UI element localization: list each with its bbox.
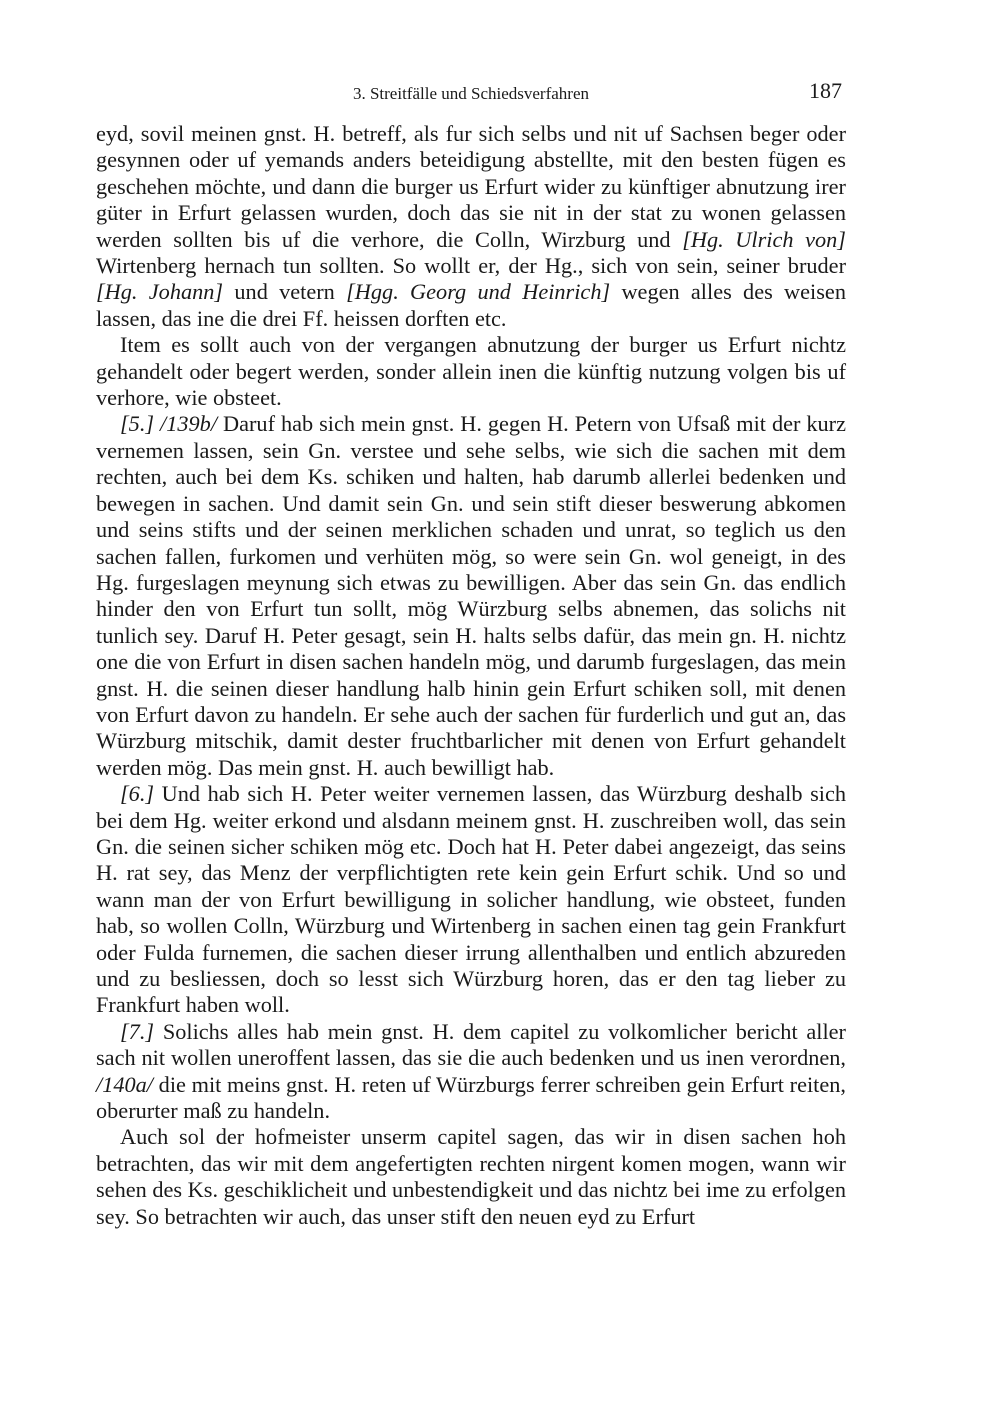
paragraph: [96, 1124, 846, 1230]
body-text: [96, 121, 846, 1230]
running-head: [96, 78, 846, 108]
text-segment: Daruf hab sich mein gnst. H. gegen H. Petern von Ufsaß mit der kurz vernemen lassen, sein Gn. verstee und sehe selbs, wie sich die sachen mit dem rechten, auch bei dem Ks. schiken und halten, hab darumb allerlei bedenken und bewegen in sachen. Und damit sein Gn. und sein stift dieser beswerung abkomen und seins stifts und der seinen merklichen schaden und unrat, so teglich us den sachen fallen, furkomen und verhüten mög, so were sein Gn. wol geneigt, in des Hg. furgeslagen meynung sich etwas zu bewilligen. Aber das sein Gn. das endlich hinder den von Erfurt tun sollt, mög Würzburg selbs abnemen, das solichs nit tunlich sey. Daruf H. Peter gesagt, sein H. halts selbs dafür, das mein gn. H. nichtz one die von Erfurt in disen sachen handeln mög, und darumb furgeslagen, das mein gnst. H. die seinen dieser handlung halb hinin gein Erfurt schiken soll, mit denen von Erfurt davon zu handeln. Er sehe auch der sachen für furderlich und gut an, das Würzburg mitschik, damit dester fruchtbarlicher mit denen von Erfurt gehandelt werden mög. Das mein gnst. H. auch bewilligt hab.: [96, 411, 846, 780]
paragraph: [96, 332, 846, 411]
paragraph: [96, 1019, 846, 1125]
paragraph: [96, 411, 846, 781]
paragraph: [96, 121, 846, 332]
text-segment: Wirtenberg hernach tun sollten. So wollt er, der Hg., sich von sein, seiner bruder: [96, 253, 846, 279]
section-marker: [7.]: [120, 1018, 155, 1044]
text-segment: und vetern: [223, 279, 347, 305]
running-title: 3. Streitfälle und Schiedsverfahren: [352, 84, 590, 103]
editorial-insertion: [Hgg. Georg und Heinrich]: [346, 279, 611, 305]
section-marker: [5.] /139b/: [120, 411, 218, 437]
text-segment: eyd, sovil meinen gnst. H. betreff, als fur sich selbs und nit uf Sachsen beger oder gesynnen oder uf yemands anders beteidigung abstellte, mit den besten fügen es geschehen möchte, und dann die burger us Erfurt wider zu künftiger abnutzung irer güter in Erfurt gelassen wurden, doch das sie nit in der stat zu wonen gelassen werden sollten bis uf die verhore, die Colln, Wirzburg und: [96, 121, 846, 252]
document-page: [96, 78, 846, 1230]
text-segment: Und hab sich H. Peter weiter vernemen lassen, das Würzburg deshalb sich bei dem Hg. weiter erkond und alsdann meinem gnst. H. zuschreiben woll, das sein Gn. die seinen sicher schiken mög etc. Doch hat H. Peter dabei angezeigt, das seins H. rat sey, das Menz der verpflichtigten rete kein gein Erfurt schik. Und so und wann man der von Erfurt bewilligung in solicher handlung, wie obsteet, funden hab, so wollen Colln, Würzburg und Wirtenberg in sachen einen tag gein Frankfurt oder Fulda furnemen, die sachen dieser irrung allenthalben und entlich abzureden und zu besliessen, doch so lesst sich Würzburg horen, das er den tag lieber zu Frankfurt haben woll.: [96, 781, 846, 1018]
text-segment: Solichs alles hab mein gnst. H. dem capitel zu volkomlicher bericht aller sach nit wollen uneroffent lassen, das sie die auch bedenken und us inen verordnen,: [96, 1018, 846, 1071]
text-segment: Auch sol der hofmeister unserm capitel sagen, das wir in disen sachen hoh betrachten, das wir mit dem angefertigten rechten nirgent komen mogen, wann wir sehen des Ks. geschiklicheit und unbestendigkeit und das nichtz bei ime zu erfolgen sey. So betrachten wir auch, das unser stift den neuen eyd zu Erfurt: [96, 1124, 846, 1229]
text-segment: die mit meins gnst. H. reten uf Würzburgs ferrer schreiben gein Erfurt reiten, oberurter maß zu handeln.: [96, 1071, 846, 1124]
page-number: 187: [809, 78, 842, 103]
paragraph: [96, 781, 846, 1019]
folio-marker: /140a/: [96, 1071, 153, 1097]
text-segment: Item es sollt auch von der vergangen abnutzung der burger us Erfurt nichtz gehandelt oder begert werden, sonder allein inen die künftig nutzung volgen bis uf verhore, wie obsteet.: [96, 332, 846, 411]
text-segment: wegen alles des weisen lassen, das ine die drei Ff. heissen dorften etc.: [96, 279, 846, 331]
section-marker: [6.]: [120, 781, 155, 807]
editorial-insertion: [Hg. Johann]: [96, 279, 224, 305]
editorial-insertion: [Hg. Ulrich von]: [682, 226, 846, 252]
